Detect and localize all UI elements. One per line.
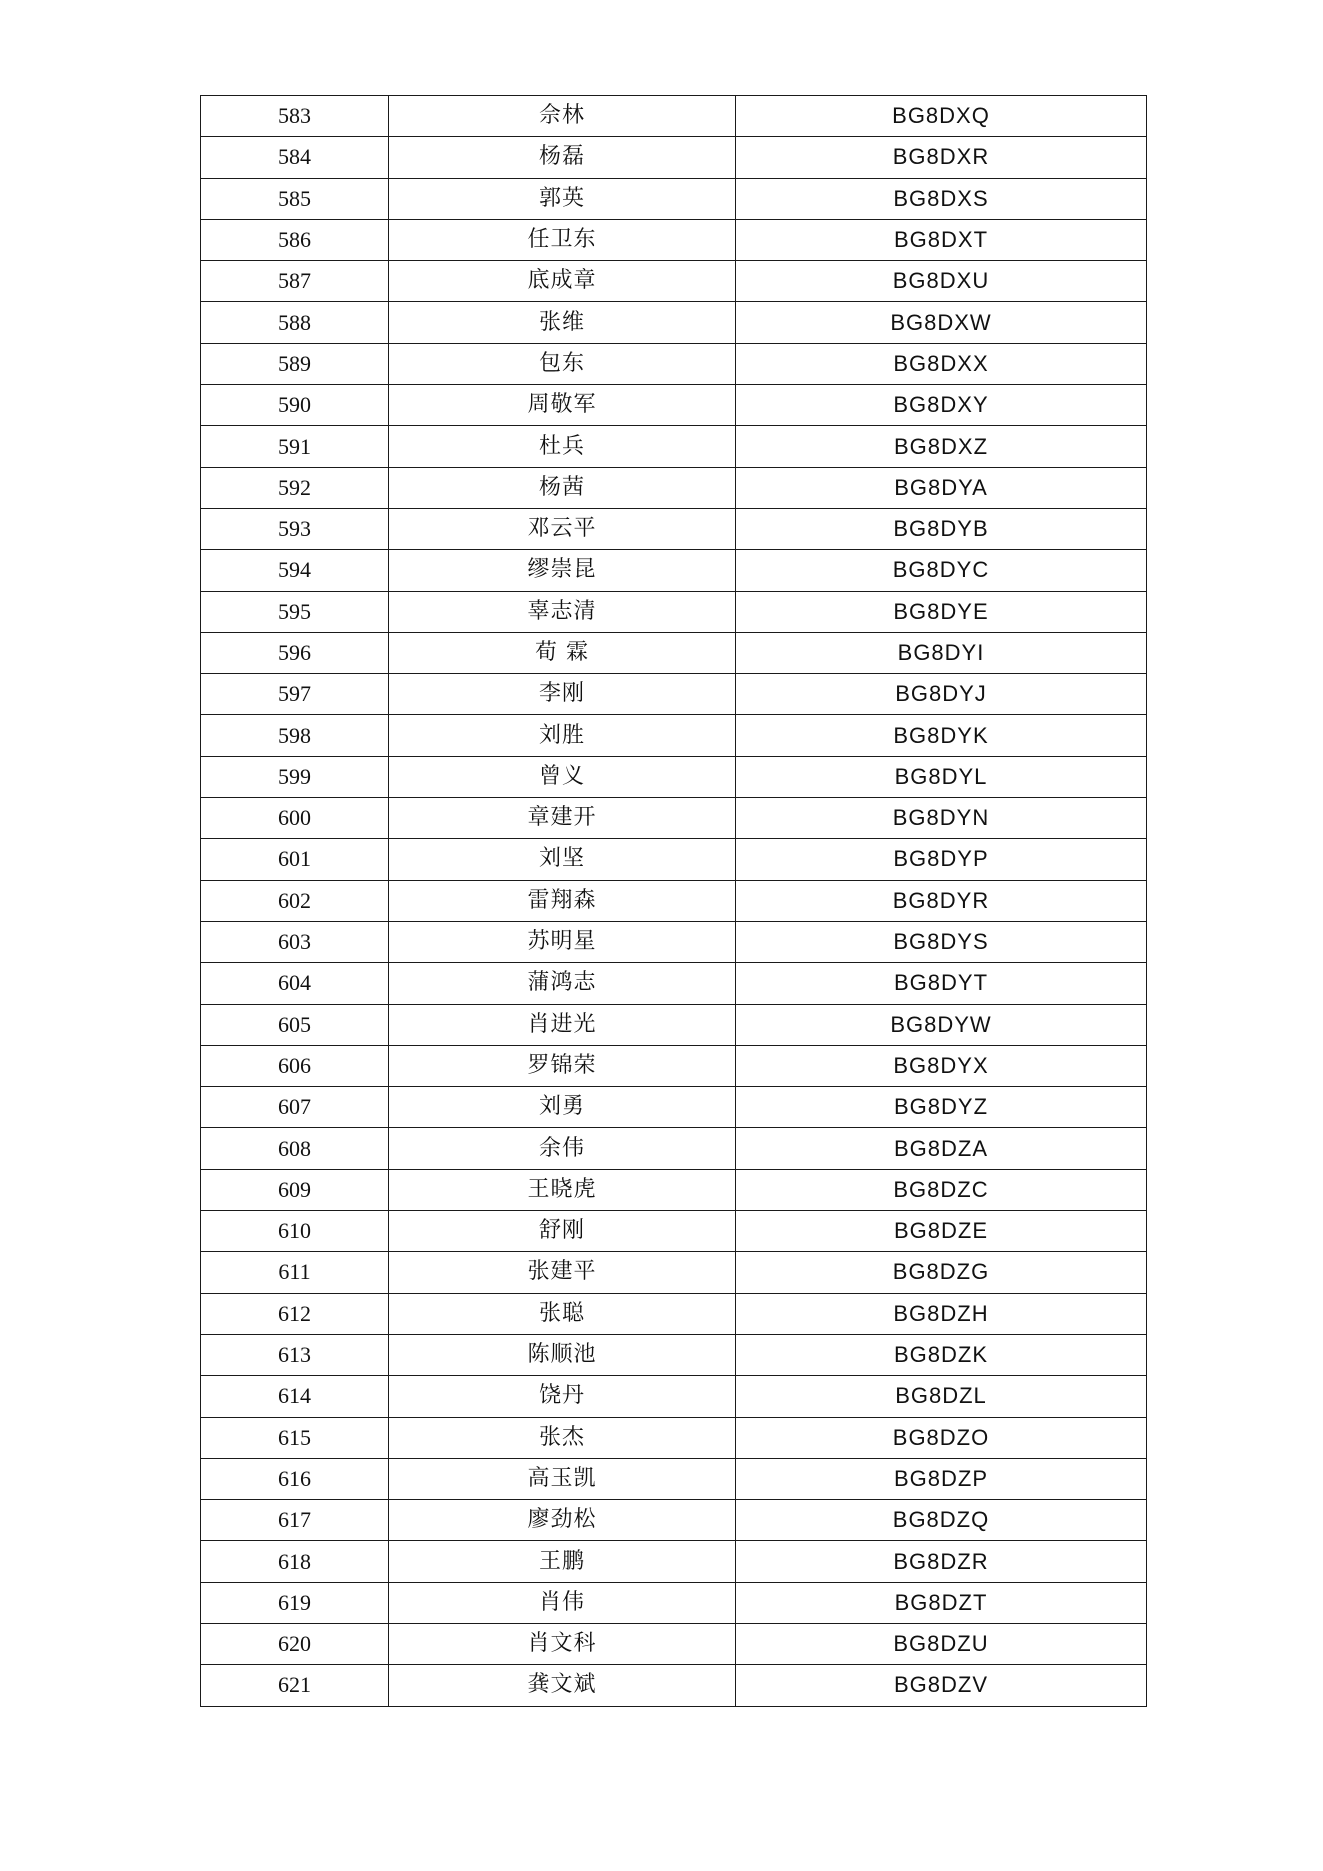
operator-name-cell: 曾义 [389,756,736,797]
operator-name-cell: 张建平 [389,1252,736,1293]
operator-name-cell: 章建开 [389,798,736,839]
operator-name-cell: 余伟 [389,1128,736,1169]
callsign-cell: BG8DZK [736,1334,1147,1375]
callsign-cell: BG8DYI [736,632,1147,673]
callsign-cell: BG8DYX [736,1045,1147,1086]
table-row [201,467,1147,508]
table-row [201,1376,1147,1417]
operator-name-cell: 缪崇昆 [389,550,736,591]
operator-name-cell: 罗锦荣 [389,1045,736,1086]
operator-name-cell: 蒲鸿志 [389,963,736,1004]
row-number-cell: 613 [201,1334,389,1375]
operator-name-cell: 饶丹 [389,1376,736,1417]
callsign-cell: BG8DXQ [736,96,1147,137]
row-number-cell: 583 [201,96,389,137]
callsign-cell: BG8DYT [736,963,1147,1004]
table-row [201,591,1147,632]
operator-name-cell: 辜志清 [389,591,736,632]
operator-name-cell: 荀 霖 [389,632,736,673]
callsign-cell: BG8DXT [736,219,1147,260]
table-row [201,1458,1147,1499]
operator-name-cell: 包东 [389,343,736,384]
row-number-cell: 611 [201,1252,389,1293]
row-number-cell: 602 [201,880,389,921]
callsign-cell: BG8DZV [736,1665,1147,1706]
table-row [201,1169,1147,1210]
operator-name-cell: 杜兵 [389,426,736,467]
table-row [201,96,1147,137]
callsign-table [200,95,1147,1707]
operator-name-cell: 任卫东 [389,219,736,260]
table-row [201,508,1147,549]
row-number-cell: 596 [201,632,389,673]
table-row [201,302,1147,343]
row-number-cell: 612 [201,1293,389,1334]
row-number-cell: 601 [201,839,389,880]
callsign-cell: BG8DZO [736,1417,1147,1458]
operator-name-cell: 刘坚 [389,839,736,880]
callsign-cell: BG8DYL [736,756,1147,797]
table-row [201,880,1147,921]
table-row [201,632,1147,673]
callsign-cell: BG8DYN [736,798,1147,839]
callsign-cell: BG8DZR [736,1541,1147,1582]
row-number-cell: 597 [201,674,389,715]
operator-name-cell: 刘胜 [389,715,736,756]
table-row [201,385,1147,426]
table-row [201,715,1147,756]
row-number-cell: 595 [201,591,389,632]
row-number-cell: 617 [201,1500,389,1541]
table-row [201,798,1147,839]
operator-name-cell: 李刚 [389,674,736,715]
table-row [201,1087,1147,1128]
operator-name-cell: 肖进光 [389,1004,736,1045]
table-row [201,1045,1147,1086]
callsign-cell: BG8DZL [736,1376,1147,1417]
table-row [201,1252,1147,1293]
callsign-table-body [201,96,1147,1707]
operator-name-cell: 王晓虎 [389,1169,736,1210]
table-row [201,1334,1147,1375]
row-number-cell: 603 [201,921,389,962]
table-row [201,426,1147,467]
operator-name-cell: 高玉凯 [389,1458,736,1499]
row-number-cell: 586 [201,219,389,260]
table-row [201,219,1147,260]
callsign-cell: BG8DYB [736,508,1147,549]
operator-name-cell: 杨磊 [389,137,736,178]
callsign-cell: BG8DXZ [736,426,1147,467]
callsign-cell: BG8DYS [736,921,1147,962]
row-number-cell: 588 [201,302,389,343]
row-number-cell: 609 [201,1169,389,1210]
row-number-cell: 614 [201,1376,389,1417]
table-row [201,1665,1147,1706]
row-number-cell: 618 [201,1541,389,1582]
operator-name-cell: 张聪 [389,1293,736,1334]
callsign-cell: BG8DZQ [736,1500,1147,1541]
row-number-cell: 619 [201,1582,389,1623]
row-number-cell: 610 [201,1211,389,1252]
operator-name-cell: 肖文科 [389,1623,736,1664]
table-row [201,1004,1147,1045]
operator-name-cell: 杨茜 [389,467,736,508]
callsign-cell: BG8DYC [736,550,1147,591]
row-number-cell: 620 [201,1623,389,1664]
row-number-cell: 615 [201,1417,389,1458]
operator-name-cell: 廖劲松 [389,1500,736,1541]
row-number-cell: 590 [201,385,389,426]
callsign-cell: BG8DXW [736,302,1147,343]
table-row [201,839,1147,880]
operator-name-cell: 张维 [389,302,736,343]
callsign-cell: BG8DYE [736,591,1147,632]
row-number-cell: 594 [201,550,389,591]
callsign-cell: BG8DXS [736,178,1147,219]
table-row [201,1582,1147,1623]
row-number-cell: 605 [201,1004,389,1045]
callsign-cell: BG8DZE [736,1211,1147,1252]
operator-name-cell: 邓云平 [389,508,736,549]
operator-name-cell: 雷翔森 [389,880,736,921]
row-number-cell: 604 [201,963,389,1004]
operator-name-cell: 郭英 [389,178,736,219]
callsign-cell: BG8DZG [736,1252,1147,1293]
table-row [201,1500,1147,1541]
row-number-cell: 621 [201,1665,389,1706]
table-row [201,1623,1147,1664]
operator-name-cell: 张杰 [389,1417,736,1458]
callsign-cell: BG8DYK [736,715,1147,756]
operator-name-cell: 舒刚 [389,1211,736,1252]
operator-name-cell: 周敬军 [389,385,736,426]
row-number-cell: 593 [201,508,389,549]
operator-name-cell: 肖伟 [389,1582,736,1623]
row-number-cell: 589 [201,343,389,384]
callsign-cell: BG8DZU [736,1623,1147,1664]
operator-name-cell: 佘林 [389,96,736,137]
table-row [201,1293,1147,1334]
callsign-cell: BG8DZA [736,1128,1147,1169]
callsign-cell: BG8DYZ [736,1087,1147,1128]
callsign-cell: BG8DXY [736,385,1147,426]
table-row [201,1211,1147,1252]
row-number-cell: 585 [201,178,389,219]
callsign-cell: BG8DYJ [736,674,1147,715]
operator-name-cell: 陈顺池 [389,1334,736,1375]
table-row [201,137,1147,178]
operator-name-cell: 王鹏 [389,1541,736,1582]
table-row [201,261,1147,302]
table-row [201,1541,1147,1582]
callsign-cell: BG8DZT [736,1582,1147,1623]
callsign-cell: BG8DYA [736,467,1147,508]
operator-name-cell: 底成章 [389,261,736,302]
row-number-cell: 584 [201,137,389,178]
row-number-cell: 591 [201,426,389,467]
table-row [201,343,1147,384]
table-row [201,963,1147,1004]
table-row [201,674,1147,715]
callsign-cell: BG8DYP [736,839,1147,880]
operator-name-cell: 刘勇 [389,1087,736,1128]
table-row [201,178,1147,219]
row-number-cell: 616 [201,1458,389,1499]
row-number-cell: 599 [201,756,389,797]
row-number-cell: 600 [201,798,389,839]
callsign-cell: BG8DXR [736,137,1147,178]
table-row [201,756,1147,797]
row-number-cell: 587 [201,261,389,302]
callsign-cell: BG8DZH [736,1293,1147,1334]
operator-name-cell: 苏明星 [389,921,736,962]
callsign-cell: BG8DZP [736,1458,1147,1499]
callsign-cell: BG8DXU [736,261,1147,302]
table-row [201,1417,1147,1458]
row-number-cell: 608 [201,1128,389,1169]
callsign-cell: BG8DXX [736,343,1147,384]
table-row [201,921,1147,962]
callsign-cell: BG8DYR [736,880,1147,921]
callsign-cell: BG8DZC [736,1169,1147,1210]
callsign-cell: BG8DYW [736,1004,1147,1045]
row-number-cell: 598 [201,715,389,756]
operator-name-cell: 龚文斌 [389,1665,736,1706]
row-number-cell: 592 [201,467,389,508]
row-number-cell: 607 [201,1087,389,1128]
table-row [201,550,1147,591]
table-row [201,1128,1147,1169]
row-number-cell: 606 [201,1045,389,1086]
